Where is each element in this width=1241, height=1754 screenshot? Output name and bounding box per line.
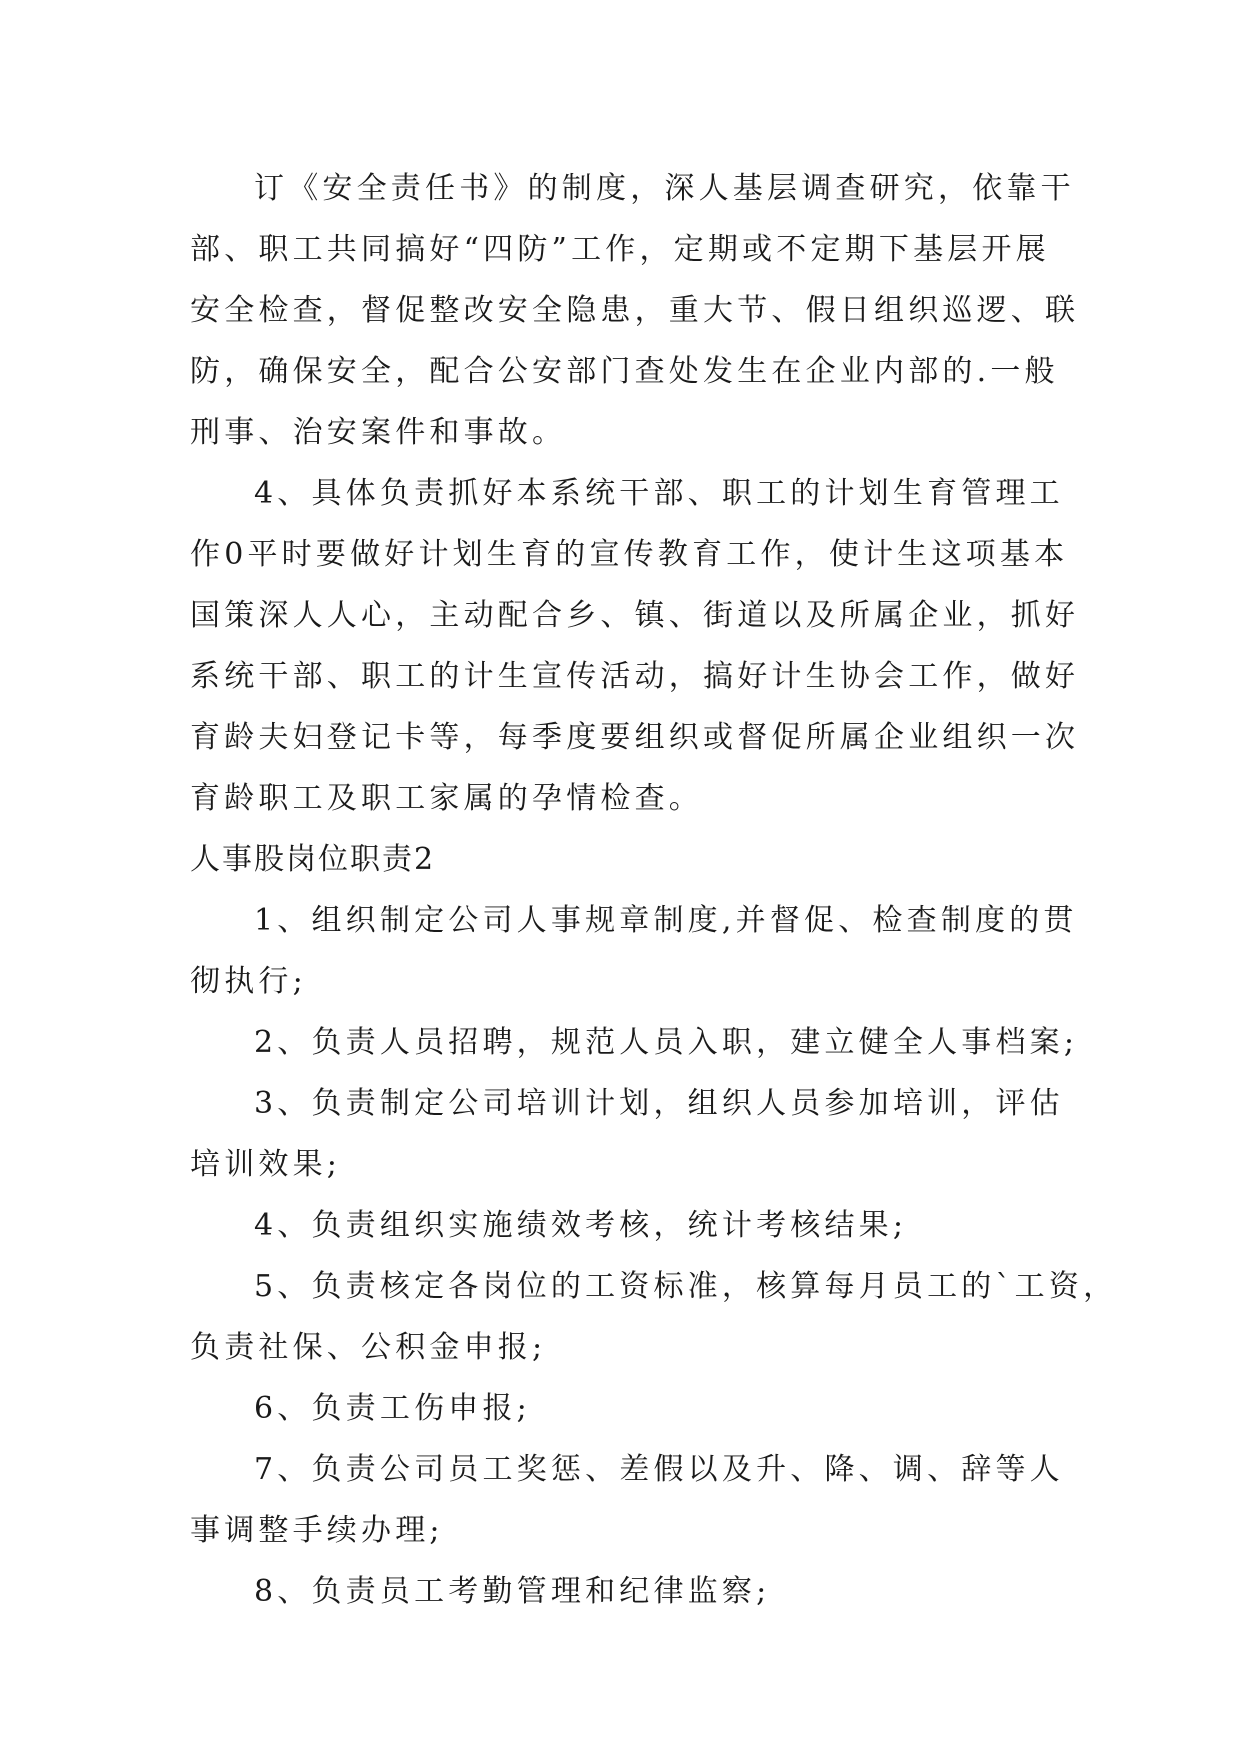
paragraph-line: 刑事、治安案件和事故。 [190, 415, 567, 450]
paragraph-line: 作0平时要做好计划生育的宣传教育工作，使计生这项基本 [190, 537, 1069, 572]
list-item-line: 2、负责人员招聘，规范人员入职，建立健全人事档案; [254, 1025, 1079, 1060]
paragraph-line: 育龄夫妇登记卡等，每季度要组织或督促所属企业组织一次 [190, 720, 1080, 755]
list-item-line: 5、负责核定各岗位的工资标准，核算每月员工的`工资， [254, 1269, 1118, 1304]
paragraph-line: 系统干部、职工的计生宣传活动，搞好计生协会工作，做好 [190, 659, 1080, 694]
list-item-line: 6、负责工伤申报; [254, 1391, 531, 1426]
list-item-line: 负责社保、公积金申报; [190, 1330, 547, 1365]
paragraph-line: 4、具体负责抓好本系统干部、职工的计划生育管理工 [254, 476, 1064, 511]
list-item-line: 培训效果; [190, 1147, 342, 1182]
list-item-line: 事调整手续办理; [190, 1513, 444, 1548]
paragraph-line: 育龄职工及职工家属的孕情检查。 [190, 781, 703, 816]
paragraph-line: 防，确保安全，配合公安部门查处发生在企业内部的.一般 [190, 354, 1059, 389]
section-heading: 人事股岗位职责2 [190, 842, 436, 877]
list-item-line: 3、负责制定公司培训计划，组织人员参加培训，评估 [254, 1086, 1064, 1121]
list-item-line: 1、组织制定公司人事规章制度,并督促、检查制度的贯 [254, 903, 1078, 938]
paragraph-line: 部、职工共同搞好“四防”工作，定期或不定期下基层开展 [190, 232, 1050, 267]
list-item-line: 7、负责公司员工奖惩、差假以及升、降、调、辞等人 [254, 1452, 1064, 1487]
document-body [190, 158, 1118, 1622]
list-item-line: 4、负责组织实施绩效考核，统计考核结果; [254, 1208, 908, 1243]
paragraph-line: 安全检查，督促整改安全隐患，重大节、假日组织巡逻、联 [190, 293, 1080, 328]
paragraph-line: 国策深人人心，主动配合乡、镇、街道以及所属企业，抓好 [190, 598, 1080, 633]
list-item-line: 8、负责员工考勤管理和纪律监察; [254, 1574, 771, 1609]
list-item-line: 彻执行; [190, 964, 307, 999]
paragraph-line: 订《安全责任书》的制度，深人基层调查研究，依靠干 [254, 171, 1075, 206]
